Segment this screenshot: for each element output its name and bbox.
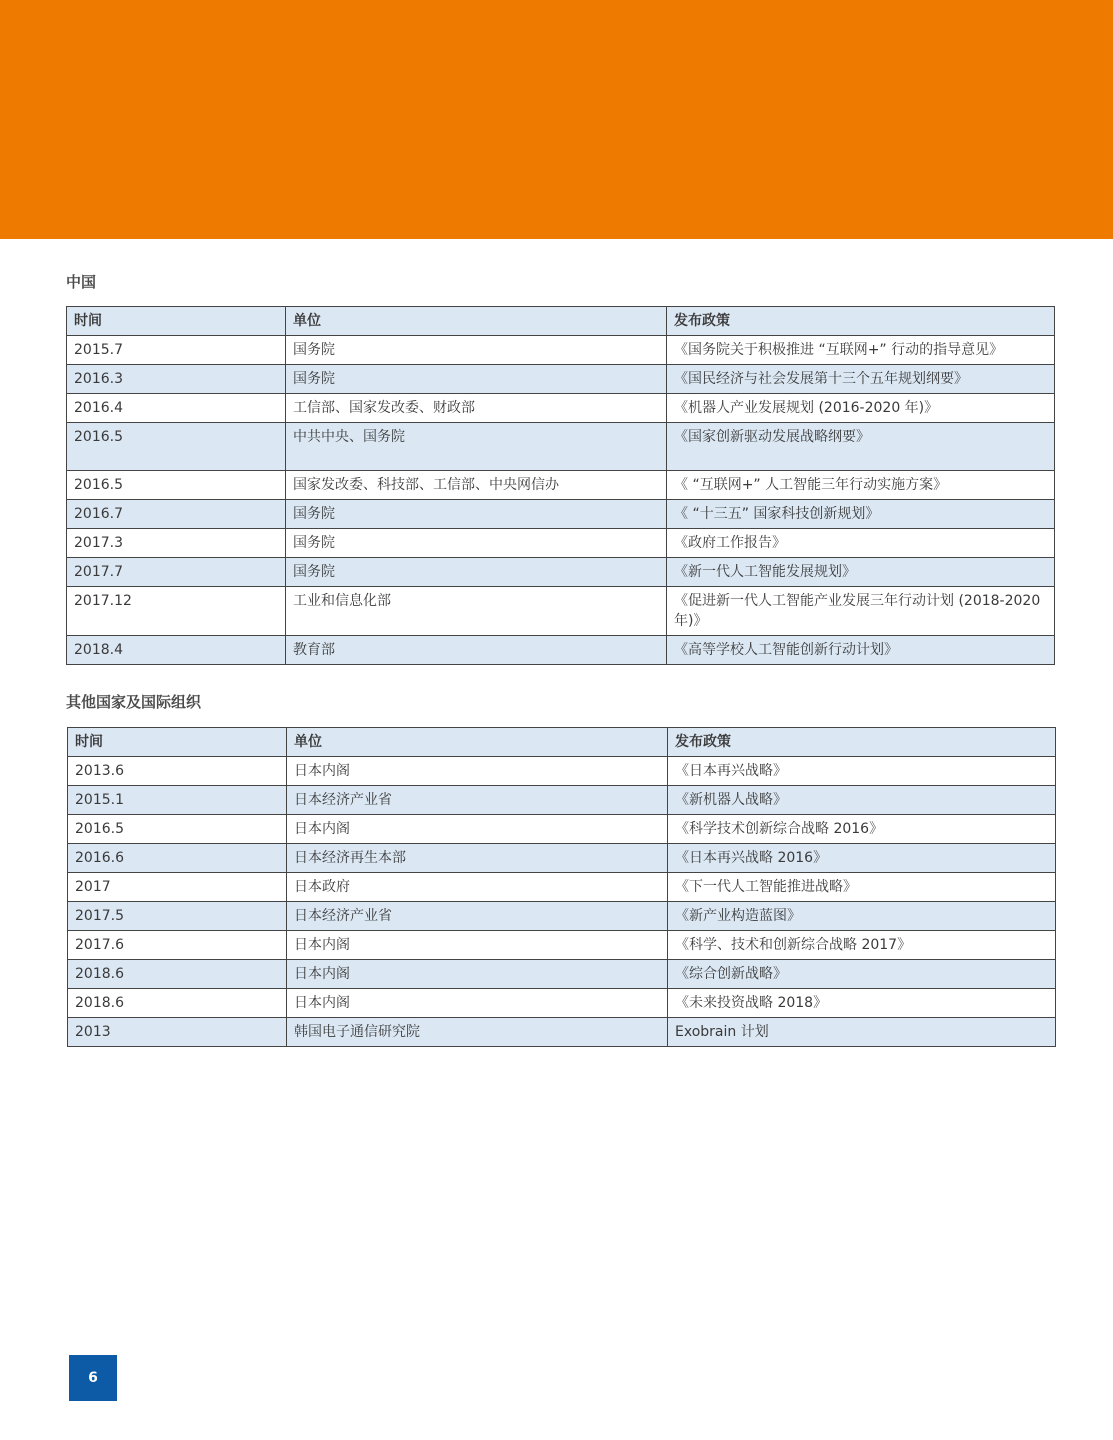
cell-policy: 《新产业构造蓝图》 — [668, 902, 1056, 931]
cell-policy: 《下一代人工智能推进战略》 — [668, 873, 1056, 902]
cell-time: 2017.5 — [68, 902, 287, 931]
cell-time: 2016.5 — [67, 423, 286, 471]
cell-policy: 《国家创新驱动发展战略纲要》 — [667, 423, 1055, 471]
cell-time: 2017.6 — [68, 931, 287, 960]
cell-policy: 《 “互联网+” 人工智能三年行动实施方案》 — [667, 471, 1055, 500]
cell-policy: 《促进新一代人工智能产业发展三年行动计划 (2018-2020 年)》 — [667, 587, 1055, 636]
cell-policy: 《科学、技术和创新综合战略 2017》 — [668, 931, 1056, 960]
cell-unit: 日本内阁 — [287, 989, 668, 1018]
table-row — [67, 500, 1055, 529]
cell-time: 2016.3 — [67, 365, 286, 394]
table-row — [68, 786, 1056, 815]
page-number: 6 — [69, 1355, 117, 1401]
cell-time: 2016.5 — [67, 471, 286, 500]
column-header-time: 时间 — [67, 307, 286, 336]
cell-time: 2017 — [68, 873, 287, 902]
table-row — [68, 844, 1056, 873]
cell-policy: 《新一代人工智能发展规划》 — [667, 558, 1055, 587]
header-banner — [0, 0, 1113, 239]
cell-unit: 日本经济再生本部 — [287, 844, 668, 873]
table-header-row — [67, 307, 1055, 336]
table-row — [68, 815, 1056, 844]
cell-policy: 《政府工作报告》 — [667, 529, 1055, 558]
cell-unit: 教育部 — [286, 636, 667, 665]
cell-unit: 日本内阁 — [287, 815, 668, 844]
table-row — [67, 529, 1055, 558]
cell-time: 2016.4 — [67, 394, 286, 423]
table-row — [68, 902, 1056, 931]
cell-unit: 中共中央、国务院 — [286, 423, 667, 471]
table-row — [68, 1018, 1056, 1047]
table-header-row — [68, 728, 1056, 757]
column-header-unit: 单位 — [286, 307, 667, 336]
cell-time: 2016.5 — [68, 815, 287, 844]
table-row — [67, 365, 1055, 394]
cell-time: 2016.6 — [68, 844, 287, 873]
cell-time: 2017.3 — [67, 529, 286, 558]
cell-unit: 国务院 — [286, 500, 667, 529]
cell-time: 2018.4 — [67, 636, 286, 665]
cell-unit: 国家发改委、科技部、工信部、中央网信办 — [286, 471, 667, 500]
cell-unit: 国务院 — [286, 336, 667, 365]
cell-unit: 日本内阁 — [287, 960, 668, 989]
cell-time: 2017.7 — [67, 558, 286, 587]
cell-unit: 日本经济产业省 — [287, 786, 668, 815]
cell-time: 2016.7 — [67, 500, 286, 529]
table-row — [67, 636, 1055, 665]
column-header-policy: 发布政策 — [668, 728, 1056, 757]
cell-policy: 《国民经济与社会发展第十三个五年规划纲要》 — [667, 365, 1055, 394]
cell-unit: 国务院 — [286, 365, 667, 394]
section-title-china: 中国 — [66, 273, 97, 291]
cell-policy: Exobrain 计划 — [668, 1018, 1056, 1047]
cell-time: 2013.6 — [68, 757, 287, 786]
cell-unit: 工信部、国家发改委、财政部 — [286, 394, 667, 423]
cell-policy: 《机器人产业发展规划 (2016-2020 年)》 — [667, 394, 1055, 423]
cell-policy: 《日本再兴战略 2016》 — [668, 844, 1056, 873]
cell-policy: 《日本再兴战略》 — [668, 757, 1056, 786]
cell-time: 2015.1 — [68, 786, 287, 815]
table-row — [67, 423, 1055, 471]
cell-unit: 韩国电子通信研究院 — [287, 1018, 668, 1047]
cell-policy: 《国务院关于积极推进 “互联网+” 行动的指导意见》 — [667, 336, 1055, 365]
table-row — [68, 931, 1056, 960]
cell-unit: 日本内阁 — [287, 931, 668, 960]
table-row — [68, 989, 1056, 1018]
cell-unit: 国务院 — [286, 558, 667, 587]
cell-unit: 日本经济产业省 — [287, 902, 668, 931]
table-row — [67, 558, 1055, 587]
table-row — [67, 471, 1055, 500]
cell-unit: 日本政府 — [287, 873, 668, 902]
section-title-intl: 其他国家及国际组织 — [66, 693, 202, 711]
cell-policy: 《科学技术创新综合战略 2016》 — [668, 815, 1056, 844]
table-row — [67, 394, 1055, 423]
cell-policy: 《 “十三五” 国家科技创新规划》 — [667, 500, 1055, 529]
cell-time: 2013 — [68, 1018, 287, 1047]
cell-policy: 《综合创新战略》 — [668, 960, 1056, 989]
cell-time: 2018.6 — [68, 989, 287, 1018]
table-row — [67, 587, 1055, 636]
column-header-unit: 单位 — [287, 728, 668, 757]
cell-policy: 《新机器人战略》 — [668, 786, 1056, 815]
cell-unit: 国务院 — [286, 529, 667, 558]
cell-time: 2018.6 — [68, 960, 287, 989]
policy-table-intl — [67, 727, 1056, 1047]
column-header-time: 时间 — [68, 728, 287, 757]
cell-time: 2017.12 — [67, 587, 286, 636]
cell-policy: 《高等学校人工智能创新行动计划》 — [667, 636, 1055, 665]
cell-unit: 日本内阁 — [287, 757, 668, 786]
cell-unit: 工业和信息化部 — [286, 587, 667, 636]
policy-table-china — [66, 306, 1055, 665]
table-row — [67, 336, 1055, 365]
table-row — [68, 873, 1056, 902]
table-row — [68, 757, 1056, 786]
column-header-policy: 发布政策 — [667, 307, 1055, 336]
cell-policy: 《未来投资战略 2018》 — [668, 989, 1056, 1018]
table-row — [68, 960, 1056, 989]
cell-time: 2015.7 — [67, 336, 286, 365]
